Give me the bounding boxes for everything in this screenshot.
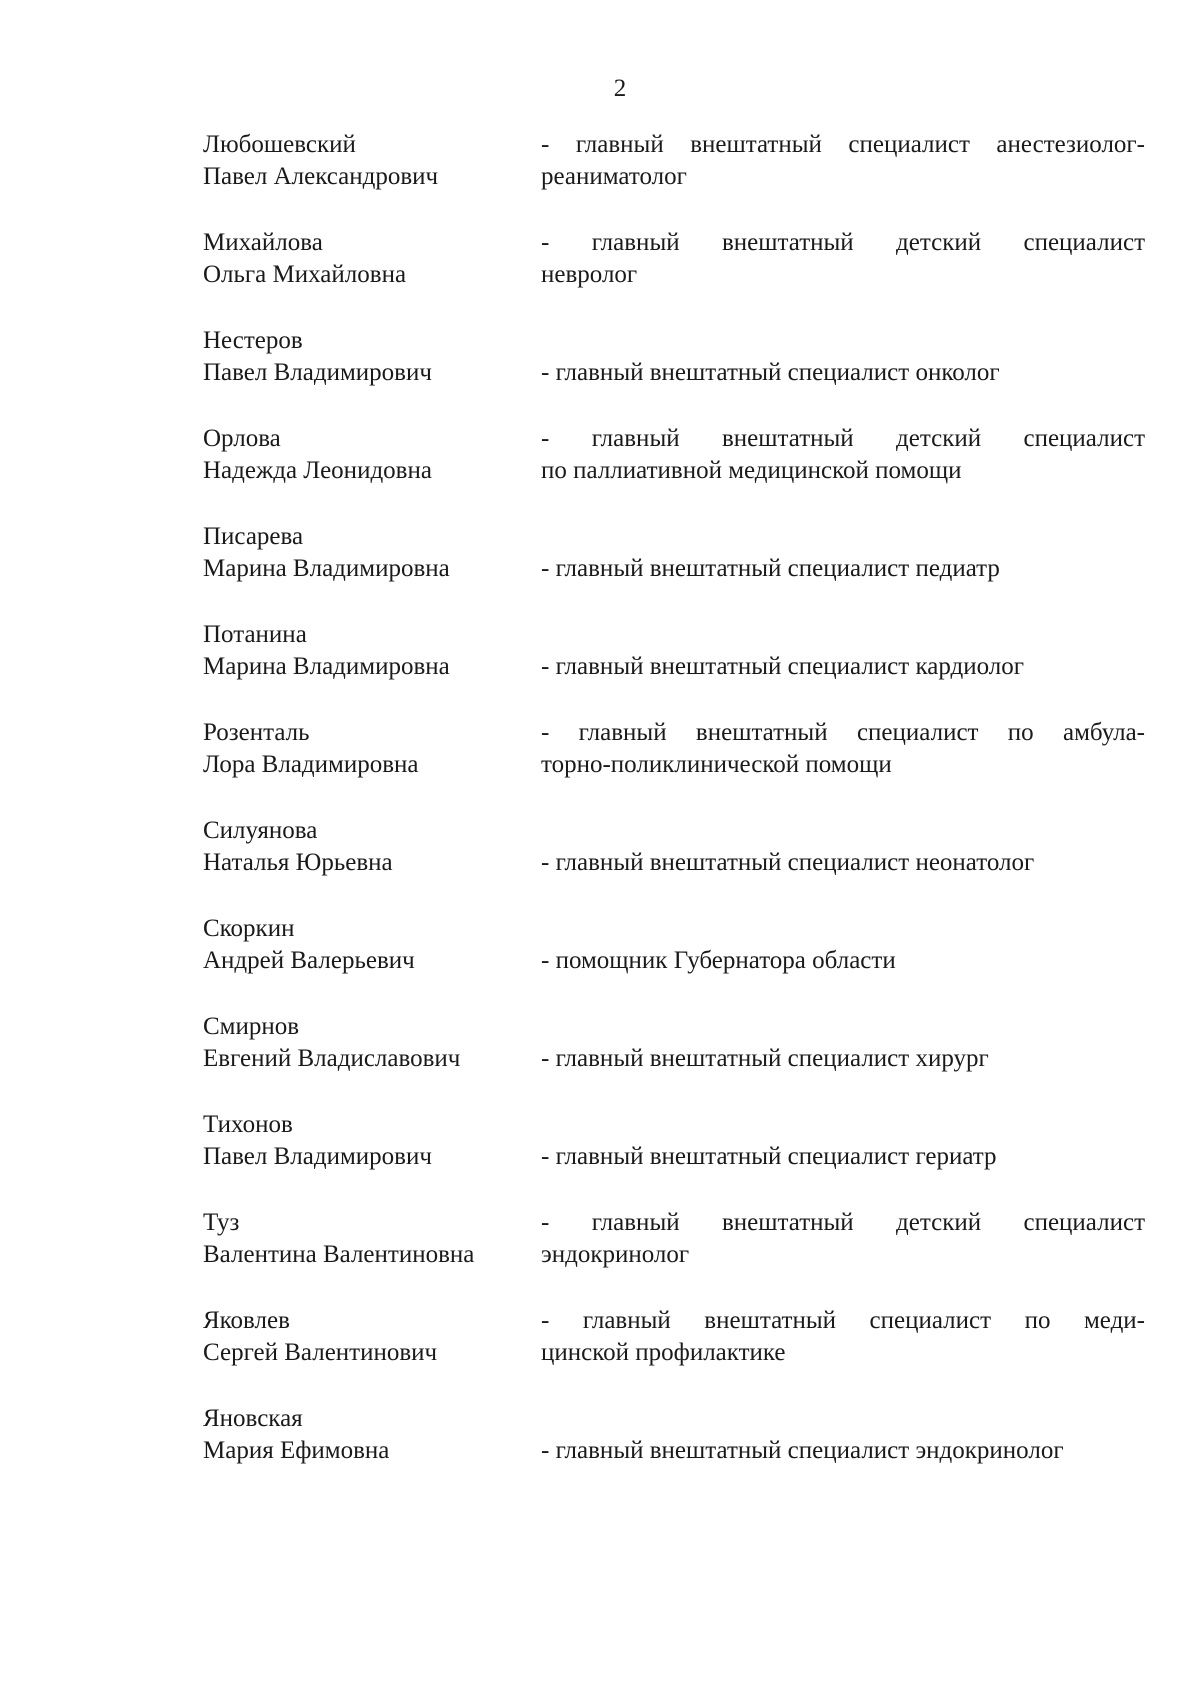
person-role xyxy=(541,423,1145,487)
list-item xyxy=(0,423,1200,521)
person-name xyxy=(203,129,523,193)
role-line-2: невролог xyxy=(541,261,638,288)
surname: Скоркин xyxy=(203,915,295,942)
list-item xyxy=(0,913,1200,1011)
list-item xyxy=(0,227,1200,325)
person-name xyxy=(203,1403,523,1467)
page-number: 2 xyxy=(613,75,627,102)
person-name xyxy=(203,521,523,585)
given-name: Павел Владимирович xyxy=(203,1143,432,1170)
surname: Орлова xyxy=(203,425,281,452)
role-line-1: - главный внештатный специалист педиатр xyxy=(541,555,1000,582)
given-name: Валентина Валентиновна xyxy=(203,1241,475,1268)
person-name xyxy=(203,1305,523,1369)
surname: Нестеров xyxy=(203,327,303,354)
given-name: Сергей Валентинович xyxy=(203,1339,438,1366)
list-item xyxy=(0,129,1200,227)
role-line-1: - главный внештатный детский специалист xyxy=(541,1209,1145,1236)
list-item xyxy=(0,619,1200,717)
person-name xyxy=(203,1109,523,1173)
given-name: Марина Владимировна xyxy=(203,555,450,582)
role-line-1: - главный внештатный специалист анестезиолог- xyxy=(541,131,1145,158)
specialist-list xyxy=(0,129,1200,1501)
person-role xyxy=(541,847,1145,879)
role-line-2: эндокринолог xyxy=(541,1241,690,1268)
person-role xyxy=(541,1305,1145,1369)
role-line-1: - главный внештатный специалист гериатр xyxy=(541,1143,997,1170)
given-name: Лора Владимировна xyxy=(203,751,419,778)
list-item xyxy=(0,815,1200,913)
list-item xyxy=(0,717,1200,815)
person-role xyxy=(541,1435,1145,1467)
person-role xyxy=(541,129,1145,193)
person-name xyxy=(203,913,523,977)
role-line-1: - помощник Губернатора области xyxy=(541,947,896,974)
person-role xyxy=(541,357,1145,389)
surname: Потанина xyxy=(203,621,307,648)
role-line-1: - главный внештатный специалист эндокринолог xyxy=(541,1437,1064,1464)
surname: Любошевский xyxy=(203,131,356,158)
list-item xyxy=(0,325,1200,423)
role-line-2: реаниматолог xyxy=(541,163,687,190)
given-name: Павел Александрович xyxy=(203,163,439,190)
given-name: Евгений Владиславович xyxy=(203,1045,461,1072)
list-item xyxy=(0,1011,1200,1109)
surname: Туз xyxy=(203,1209,240,1236)
surname: Розенталь xyxy=(203,719,310,746)
given-name: Андрей Валерьевич xyxy=(203,947,415,974)
given-name: Наталья Юрьевна xyxy=(203,849,393,876)
person-role xyxy=(541,227,1145,291)
person-name xyxy=(203,423,523,487)
given-name: Мария Ефимовна xyxy=(203,1437,390,1464)
given-name: Марина Владимировна xyxy=(203,653,450,680)
person-name xyxy=(203,1207,523,1271)
role-line-1: - главный внештатный специалист по амбула- xyxy=(541,719,1145,746)
person-role xyxy=(541,1141,1145,1173)
given-name: Надежда Леонидовна xyxy=(203,457,432,484)
surname: Смирнов xyxy=(203,1013,300,1040)
list-item xyxy=(0,521,1200,619)
person-name xyxy=(203,815,523,879)
role-line-2: торно-поликлинической помощи xyxy=(541,751,892,778)
surname: Яковлев xyxy=(203,1307,290,1334)
list-item xyxy=(0,1403,1200,1501)
role-line-2: цинской профилактике xyxy=(541,1339,786,1366)
person-name xyxy=(203,619,523,683)
person-name xyxy=(203,325,523,389)
person-role xyxy=(541,945,1145,977)
role-line-2: по паллиативной медицинской помощи xyxy=(541,457,962,484)
list-item xyxy=(0,1305,1200,1403)
role-line-1: - главный внештатный детский специалист xyxy=(541,229,1145,256)
person-name xyxy=(203,1011,523,1075)
person-role xyxy=(541,651,1145,683)
surname: Тихонов xyxy=(203,1111,293,1138)
person-role xyxy=(541,717,1145,781)
surname: Силуянова xyxy=(203,817,318,844)
role-line-1: - главный внештатный детский специалист xyxy=(541,425,1145,452)
role-line-1: - главный внештатный специалист кардиолог xyxy=(541,653,1024,680)
given-name: Ольга Михайловна xyxy=(203,261,407,288)
list-item xyxy=(0,1207,1200,1305)
role-line-1: - главный внештатный специалист хирург xyxy=(541,1045,989,1072)
role-line-1: - главный внештатный специалист неонатолог xyxy=(541,849,1035,876)
list-item xyxy=(0,1109,1200,1207)
person-role xyxy=(541,1207,1145,1271)
role-line-1: - главный внештатный специалист онколог xyxy=(541,359,1000,386)
person-name xyxy=(203,717,523,781)
person-role xyxy=(541,553,1145,585)
surname: Писарева xyxy=(203,523,304,550)
given-name: Павел Владимирович xyxy=(203,359,432,386)
person-role xyxy=(541,1043,1145,1075)
surname: Михайлова xyxy=(203,229,323,256)
role-line-1: - главный внештатный специалист по меди- xyxy=(541,1307,1145,1334)
person-name xyxy=(203,227,523,291)
surname: Яновская xyxy=(203,1405,303,1432)
